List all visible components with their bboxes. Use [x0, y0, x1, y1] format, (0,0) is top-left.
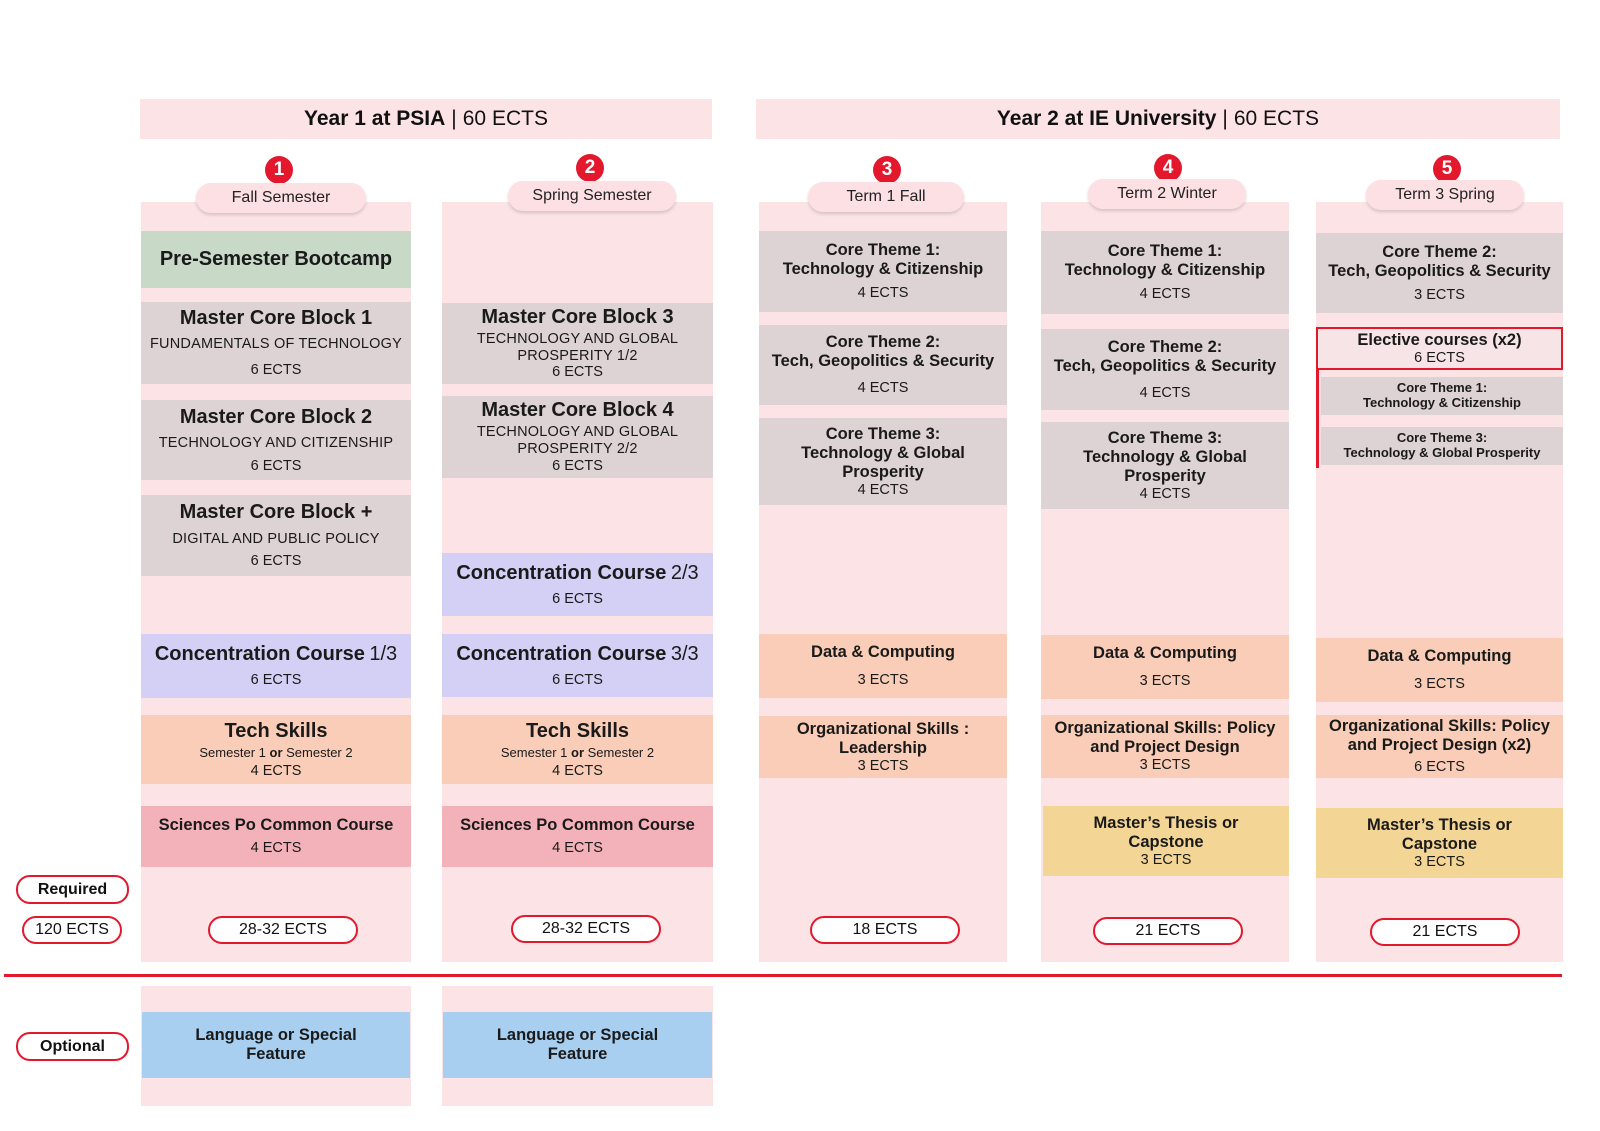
- t2-ct3-ects: 4 ECTS: [1139, 485, 1191, 502]
- tech2-or: or: [571, 744, 584, 760]
- t3-elective-title: Elective courses (x2): [1357, 330, 1522, 349]
- tech2-ects: 4 ECTS: [552, 762, 603, 779]
- bootcamp-title: Pre-Semester Bootcamp: [159, 248, 393, 270]
- mcb2-title: Master Core Block 2: [179, 405, 373, 428]
- conc3-title: Concentration Course: [456, 642, 667, 665]
- term1-organizational-skills: [759, 716, 1007, 778]
- common1-title: Sciences Po Common Course: [158, 816, 394, 835]
- t3-org-ects: 6 ECTS: [1414, 759, 1465, 776]
- conc2-title: Concentration Course: [456, 561, 667, 584]
- year-2-title: Year 2 at IE University: [996, 107, 1217, 130]
- term3-masters-thesis: [1316, 808, 1563, 878]
- t2-thesis-title: Master’s Thesis or Capstone: [1093, 813, 1239, 851]
- mcb1-ects: 6 ECTS: [250, 362, 302, 378]
- tech1-semester-2: Semester 2: [286, 744, 353, 760]
- concentration-course-3: [442, 634, 713, 697]
- t3-ct3-subtitle: Technology & Global Prosperity: [1343, 445, 1541, 460]
- step-5-badge: 5: [1433, 155, 1461, 183]
- term-pill-term-1-fall: Term 1 Fall: [808, 182, 964, 212]
- conc3-fraction: 3/3: [670, 642, 699, 665]
- total-term-3-spring: 21 ECTS: [1370, 918, 1520, 946]
- term2-organizational-skills: [1041, 715, 1289, 778]
- year-1-title: Year 1 at PSIA: [304, 107, 446, 130]
- t3-thesis-title: Master’s Thesis or Capstone: [1367, 815, 1512, 853]
- t2-ct1-subtitle: Technology & Citizenship: [1064, 261, 1266, 280]
- t1-ct3-ects: 4 ECTS: [857, 481, 909, 498]
- tech1-title: Tech Skills: [224, 719, 328, 742]
- t2-org-ects: 3 ECTS: [1139, 757, 1191, 774]
- term2-core-theme-1: [1041, 231, 1289, 314]
- mcbp-title: Master Core Block +: [179, 501, 373, 524]
- total-term-2-winter: 21 ECTS: [1093, 917, 1243, 945]
- t1-data-title: Data & Computing: [811, 643, 955, 662]
- step-4-badge: 4: [1154, 154, 1182, 182]
- language-or-special-feature-spring: [443, 1012, 712, 1078]
- t1-ct1-ects: 4 ECTS: [857, 285, 909, 302]
- tech2-semester-2: Semester 2: [587, 744, 655, 760]
- mcb3-title: Master Core Block 3: [481, 305, 674, 328]
- column-term-1-fall: [759, 202, 1007, 962]
- total-term-1-fall: 18 ECTS: [810, 916, 960, 944]
- t1-data-ects: 3 ECTS: [857, 672, 909, 689]
- t1-ct2-subtitle: Tech, Geopolitics & Security: [771, 352, 995, 371]
- conc2-ects: 6 ECTS: [552, 590, 603, 607]
- term2-core-theme-3: [1041, 422, 1289, 509]
- step-2-badge: 2: [576, 154, 604, 182]
- master-core-block-4: [442, 396, 713, 478]
- term3-core-theme-2: [1316, 233, 1563, 313]
- t3-ct1-title: Core Theme 1:: [1396, 380, 1488, 396]
- year-2-separator: |: [1222, 107, 1228, 130]
- common2-title: Sciences Po Common Course: [460, 816, 695, 835]
- t3-data-title: Data & Computing: [1367, 647, 1512, 666]
- term2-data-computing: [1041, 635, 1289, 699]
- sciences-po-common-course-spring: [442, 806, 713, 867]
- t3-ct3-title: Core Theme 3:: [1396, 430, 1488, 446]
- total-spring-semester: 28-32 ECTS: [511, 915, 661, 943]
- tech1-ects: 4 ECTS: [250, 762, 302, 779]
- term1-data-computing: [759, 634, 1007, 698]
- step-1-badge: 1: [265, 156, 293, 184]
- t3-ct2-title: Core Theme 2:: [1382, 242, 1497, 261]
- total-fall-semester: 28-32 ECTS: [208, 916, 358, 944]
- t3-org-title: Organizational Skills: Policy and Project Design (x2): [1329, 717, 1550, 755]
- mcb4-title: Master Core Block 4: [481, 399, 674, 422]
- tech1-semester-1: Semester 1: [199, 744, 266, 760]
- term1-core-theme-3: [759, 418, 1007, 505]
- lang2-title: Language or Special Feature: [496, 1026, 659, 1063]
- t1-org-title: Organizational Skills : Leadership: [796, 719, 970, 757]
- t2-ct2-subtitle: Tech, Geopolitics & Security: [1053, 356, 1277, 375]
- term3-elective-core-theme-1: [1321, 377, 1563, 415]
- pre-semester-bootcamp: [141, 231, 411, 288]
- term1-core-theme-2: [759, 325, 1007, 405]
- t2-ct1-title: Core Theme 1:: [1107, 242, 1223, 261]
- mcb2-ects: 6 ECTS: [250, 457, 302, 474]
- conc3-ects: 6 ECTS: [552, 671, 603, 688]
- mcb3-subtitle: TECHNOLOGY AND GLOBAL PROSPERITY 1/2: [476, 330, 679, 364]
- term-pill-spring-semester: Spring Semester: [508, 181, 676, 211]
- term-pill-term-3-spring: Term 3 Spring: [1366, 180, 1524, 210]
- common2-ects: 4 ECTS: [552, 840, 603, 857]
- sciences-po-common-course-fall: [141, 806, 411, 867]
- t3-elective-ects: 6 ECTS: [1414, 349, 1465, 366]
- mcb1-title: Master Core Block 1: [179, 307, 373, 330]
- term3-elective-courses: [1316, 327, 1563, 370]
- master-core-block-plus: [141, 495, 411, 576]
- t1-ct2-ects: 4 ECTS: [857, 380, 909, 397]
- term1-core-theme-1: [759, 231, 1007, 312]
- t2-ct3-title: Core Theme 3:: [1107, 428, 1223, 447]
- t3-ct2-subtitle: Tech, Geopolitics & Security: [1328, 261, 1551, 280]
- master-core-block-1: [141, 302, 411, 384]
- t1-ct1-subtitle: Technology & Citizenship: [782, 260, 984, 279]
- required-optional-divider: [4, 974, 1562, 977]
- year-1-ects: 60 ECTS: [462, 107, 548, 130]
- year-2-header: [756, 99, 1560, 139]
- t2-ct2-title: Core Theme 2:: [1107, 337, 1223, 356]
- term3-organizational-skills: [1316, 715, 1563, 778]
- lang1-title: Language or Special Feature: [195, 1026, 357, 1063]
- legend-total-ects: 120 ECTS: [22, 916, 122, 944]
- term3-elective-core-theme-3: [1321, 427, 1563, 465]
- t2-org-title: Organizational Skills: Policy and Project Design: [1054, 719, 1276, 757]
- step-3-badge: 3: [873, 156, 901, 184]
- conc2-fraction: 2/3: [670, 561, 699, 584]
- year-1-header: [140, 99, 712, 139]
- legend-required: Required: [16, 875, 129, 904]
- term2-masters-thesis: [1043, 806, 1289, 876]
- tech-skills-spring: [442, 715, 713, 784]
- term3-data-computing: [1316, 638, 1563, 702]
- year-2-ects: 60 ECTS: [1233, 107, 1320, 130]
- term-pill-term-2-winter: Term 2 Winter: [1088, 179, 1246, 209]
- term2-core-theme-2: [1041, 329, 1289, 410]
- tech2-title: Tech Skills: [525, 719, 629, 742]
- language-or-special-feature-fall: [142, 1012, 410, 1078]
- t2-data-ects: 3 ECTS: [1139, 673, 1191, 690]
- tech2-semester-1: Semester 1: [500, 744, 568, 760]
- t2-ct1-ects: 4 ECTS: [1139, 286, 1191, 303]
- t1-ct3-title: Core Theme 3:: [825, 424, 941, 443]
- common1-ects: 4 ECTS: [250, 840, 302, 857]
- conc1-title: Concentration Course: [154, 643, 365, 666]
- master-core-block-3: [442, 303, 713, 384]
- master-core-block-2: [141, 400, 411, 480]
- t3-ct1-subtitle: Technology & Citizenship: [1363, 395, 1521, 410]
- conc1-ects: 6 ECTS: [250, 672, 302, 689]
- t1-ct1-title: Core Theme 1:: [825, 241, 941, 260]
- mcb4-subtitle: TECHNOLOGY AND GLOBAL PROSPERITY 2/2: [476, 424, 679, 458]
- t2-ct2-ects: 4 ECTS: [1139, 384, 1191, 401]
- t3-ct2-ects: 3 ECTS: [1414, 286, 1465, 303]
- t3-thesis-ects: 3 ECTS: [1414, 853, 1465, 870]
- conc1-fraction: 1/3: [369, 643, 398, 666]
- elective-bracket-line: [1316, 370, 1319, 468]
- concentration-course-1: [141, 634, 411, 698]
- term-pill-fall-semester: Fall Semester: [196, 183, 366, 213]
- t3-data-ects: 3 ECTS: [1414, 676, 1465, 693]
- tech-skills-fall: [141, 715, 411, 784]
- tech1-or: or: [269, 744, 283, 760]
- mcbp-subtitle: DIGITAL AND PUBLIC POLICY: [172, 531, 380, 548]
- mcb1-subtitle: FUNDAMENTALS OF TECHNOLOGY: [150, 336, 402, 353]
- t1-org-ects: 3 ECTS: [857, 757, 909, 774]
- mcb4-ects: 6 ECTS: [552, 457, 603, 474]
- t2-ct3-subtitle: Technology & Global Prosperity: [1083, 447, 1247, 485]
- mcbp-ects: 6 ECTS: [250, 553, 302, 569]
- t2-data-title: Data & Computing: [1093, 644, 1237, 663]
- mcb2-subtitle: TECHNOLOGY AND CITIZENSHIP: [158, 434, 394, 451]
- t2-thesis-ects: 3 ECTS: [1140, 851, 1192, 868]
- t1-ct2-title: Core Theme 2:: [825, 333, 941, 352]
- legend-optional: Optional: [16, 1032, 129, 1061]
- mcb3-ects: 6 ECTS: [552, 364, 603, 381]
- year-1-separator: |: [451, 107, 457, 130]
- t1-ct3-subtitle: Technology & Global Prosperity: [801, 443, 965, 481]
- concentration-course-2: [442, 553, 713, 616]
